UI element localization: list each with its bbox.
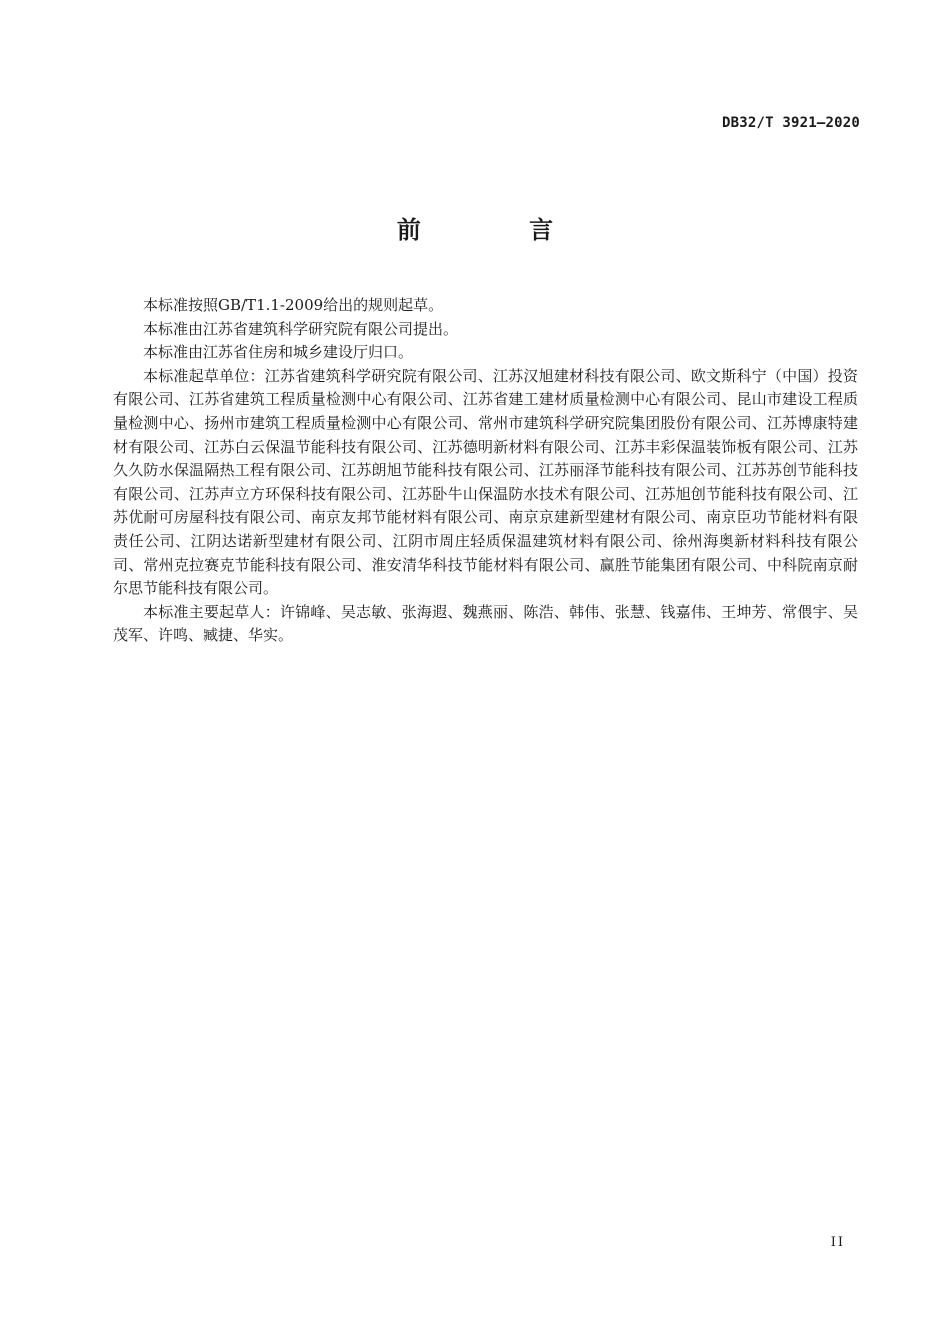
page-number: II — [830, 1235, 845, 1250]
paragraph-proposer: 本标准由江苏省建筑科学研究院有限公司提出。 — [143, 319, 459, 338]
paragraph-drafters: 本标准主要起草人：许锦峰、吴志敏、张海遐、魏燕丽、陈浩、韩伟、张慧、钱嘉伟、王坤芳、常偎宇、吴茂军、许鸣、臧捷、华实。 — [113, 602, 858, 645]
paragraph-administrator: 本标准由江苏省住房和城乡建设厅归口。 — [143, 343, 414, 362]
paragraph-drafting-rules: 本标准按照GB/T1.1-2009给出的规则起草。 — [143, 296, 444, 314]
section-title: 前 言 — [396, 216, 604, 244]
document-code: DB32/T 3921—2020 — [721, 115, 860, 131]
foreword-body — [113, 294, 858, 648]
paragraph-drafting-units: 本标准起草单位：江苏省建筑科学研究院有限公司、江苏汉旭建材科技有限公司、欧文斯科宁（中国）投资有限公司、江苏省建筑工程质量检测中心有限公司、江苏省建工建材质量检测中心有限公司、昆山市建设工程质量检测中心、扬州市建筑工程质量检测中心有限公司、常州市建筑科学研究院集团股份有限公司、江苏博康特建材有限公司、江苏白云保温节能科技有限公司、江苏德明新材料有限公司、江苏丰彩保温装饰板有限公司、江苏久久防水保温隔热工程有限公司、江苏朗旭节能科技有限公司、江苏丽泽节能科技有限公司、江苏苏创节能科技有限公司、江苏声立方环保科技有限公司、江苏卧牛山保温防水技术有限公司、江苏旭创节能科技有限公司、江苏优耐可房屋科技有限公司、南京友邦节能材料有限公司、南京京建新型建材有限公司、南京臣功节能材料有限责任公司、江阴达诺新型建材有限公司、江阴市周庄轻质保温建筑材料有限公司、徐州海奥新材料科技有限公司、常州克拉赛克节能科技有限公司、淮安清华科技节能材料有限公司、赢胜节能集团有限公司、中科院南京耐尔思节能科技有限公司。 — [113, 366, 858, 598]
